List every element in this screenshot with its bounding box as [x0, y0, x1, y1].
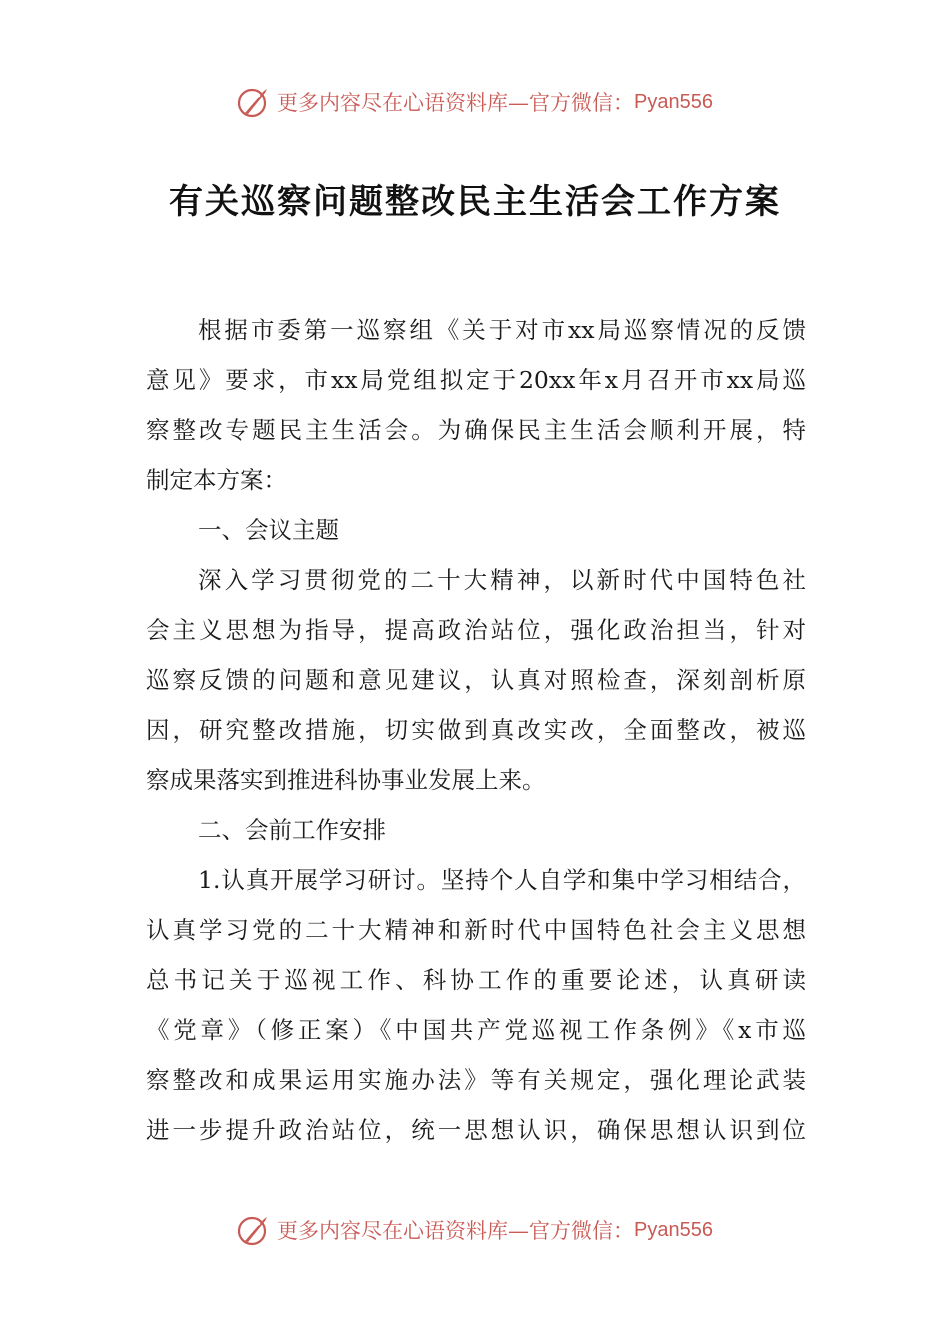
section-heading: 二、会前工作安排 [198, 816, 386, 844]
body-line: 会主义思想为指导，提高政治站位，强化政治担当，针对 [146, 616, 806, 644]
body-line: 《党章》（修正案）《中国共产党巡视工作条例》《x市巡 [146, 1016, 806, 1044]
body-line: 根据市委第一巡察组《关于对市xx局巡察情况的反馈 [198, 316, 806, 344]
body-line: 进一步提升政治站位，统一思想认识，确保思想认识到位 [146, 1116, 806, 1144]
banner-text: 更多内容尽在心语资料库—官方微信： [277, 91, 635, 115]
body-line: 总书记关于巡视工作、科协工作的重要论述，认真研读 [146, 966, 806, 994]
section-heading: 一、会议主题 [198, 516, 339, 544]
banner-wechat-id: Pyan556 [634, 1218, 713, 1241]
quill-pen-logo-icon [237, 85, 271, 119]
body-line: 意见》要求，市xx局党组拟定于20xx年x月召开市xx局巡 [146, 366, 806, 394]
body-line: 1.认真开展学习研讨。坚持个人自学和集中学习相结合， [198, 866, 806, 894]
body-line: 察整改专题民主生活会。为确保民主生活会顺利开展，特 [146, 416, 806, 444]
banner-text: 更多内容尽在心语资料库—官方微信： [277, 1219, 635, 1243]
body-line: 认真学习党的二十大精神和新时代中国特色社会主义思想 [146, 916, 806, 944]
document-body [146, 305, 806, 1155]
body-line: 深入学习贯彻党的二十大精神，以新时代中国特色社 [198, 566, 806, 594]
body-line: 察成果落实到推进科协事业发展上来。 [146, 766, 546, 794]
body-line: 因，研究整改措施，切实做到真改实改，全面整改，被巡 [146, 716, 806, 744]
body-line: 察整改和成果运用实施办法》等有关规定，强化理论武装 [146, 1066, 806, 1094]
body-line: 制定本方案： [146, 466, 287, 494]
quill-pen-logo-icon [237, 1213, 271, 1247]
body-line: 巡察反馈的问题和意见建议，认真对照检查，深刻剖析原 [146, 666, 806, 694]
document-title: 有关巡察问题整改民主生活会工作方案 [169, 182, 781, 222]
watermark-banner-bottom [0, 1210, 950, 1250]
watermark-banner-top [0, 82, 950, 122]
banner-wechat-id: Pyan556 [634, 90, 713, 113]
